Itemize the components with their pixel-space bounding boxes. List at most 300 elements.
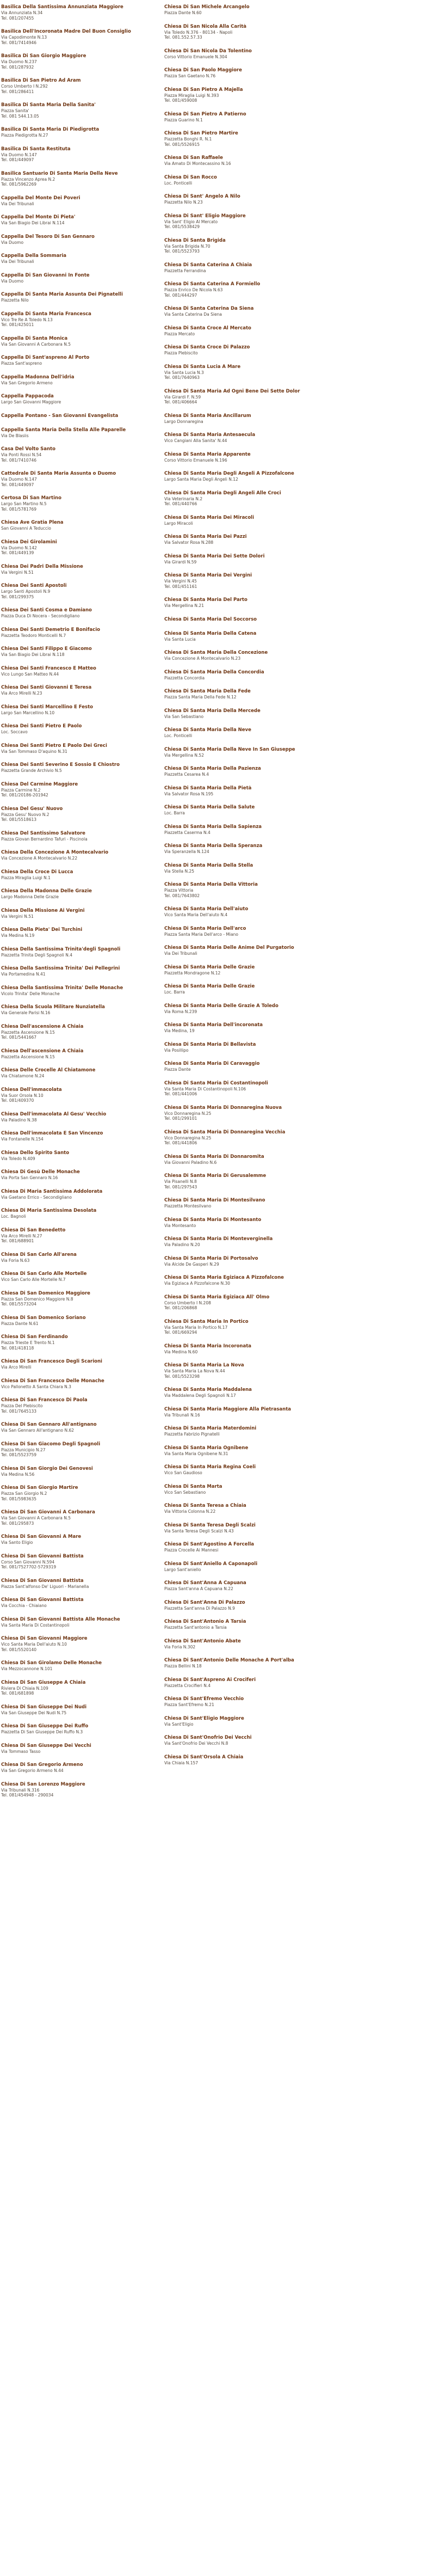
church-name[interactable]: Chiesa Di Santa Maria Di Gerusalemme xyxy=(164,1173,267,1179)
church-name[interactable]: Chiesa Di Sant'Antonio Delle Monache A Port'alba xyxy=(164,1658,294,1663)
church-detail: Tel. 081.552.57.33 xyxy=(164,35,202,40)
church-name[interactable]: Chiesa Di San Giovanni Battista Alle Monache xyxy=(1,1616,120,1622)
church-detail: Tel. 081/7527702-5729319 xyxy=(1,1565,57,1569)
church-entry xyxy=(164,650,327,661)
church-name[interactable]: Chiesa Di San Giuseppe A Chiaia xyxy=(1,1679,86,1685)
church-name[interactable]: Chiesa Ave Gratia Plena xyxy=(1,520,64,525)
church-name[interactable]: Casa Del Volto Santo xyxy=(1,446,55,452)
church-address: Via Salvator Rosa N.195 xyxy=(164,791,214,796)
church-name[interactable]: Chiesa Di San Carlo Alle Mortelle xyxy=(1,1271,87,1277)
church-entry xyxy=(1,1087,164,1103)
church-name[interactable]: Chiesa Della Santissima Trinita'degli Spagnoli xyxy=(1,946,121,952)
church-name[interactable]: Chiesa Dei Santi Pietro E Paolo Dei Greci xyxy=(1,743,107,749)
church-name[interactable]: Chiesa Di San Francesco Degli Scarioni xyxy=(1,1359,102,1364)
church-address: Largo Sant'aniello xyxy=(164,1567,201,1572)
church-name[interactable]: Chiesa Di Santa Maria Delle Grazie xyxy=(164,984,255,989)
church-name[interactable]: Chiesa Di San Pietro A Majella xyxy=(164,87,243,93)
church-name[interactable]: Cappella Santa Maria Della Stella Alle Paparelle xyxy=(1,427,126,433)
church-name[interactable]: Chiesa Di San Nicola Da Tolentino xyxy=(164,48,252,54)
church-address: Via Santa Maria Ognibene N.31 xyxy=(164,1451,228,1456)
church-entry xyxy=(1,355,164,366)
church-entry xyxy=(1,234,164,246)
church-address: Piazzetta Di San Giuseppe Dei Ruffo N.3 xyxy=(1,1729,83,1734)
church-entry xyxy=(164,534,327,545)
church-detail: Tel. 081/295873 xyxy=(1,1520,34,1526)
church-entry xyxy=(1,1762,164,1774)
church-name[interactable]: Cappella Di San Giovanni In Fonte xyxy=(1,272,90,278)
church-name[interactable]: Chiesa Dei Santi Cosma e Damiano xyxy=(1,608,92,613)
church-address: Piazza Sant'anna A Capuana N.22 xyxy=(164,1586,233,1591)
church-name[interactable]: Chiesa Di San Francesco Di Paola xyxy=(1,1397,88,1403)
church-name[interactable]: Chiesa Di Sant'Orsola A Chiaia xyxy=(164,1754,244,1760)
church-entry xyxy=(1,806,164,823)
church-name[interactable]: Chiesa Di Santa Maria Dei Sette Dolori xyxy=(164,553,265,559)
church-address: Piazza San Domenico Maggiore N.8 xyxy=(1,1296,73,1302)
church-name[interactable]: Cattedrale Di Santa Maria Assunta o Duomo xyxy=(1,471,116,476)
church-address: Piazzetta Caserma N.4 xyxy=(164,830,211,835)
church-address: Via Veterinaria N.2 xyxy=(164,496,203,501)
church-name[interactable]: Chiesa Di Santa Maria Incoronata xyxy=(164,1343,252,1349)
church-entry xyxy=(164,48,327,60)
church-entry xyxy=(164,863,327,874)
church-address: Piazzetta Grande Archivio N.5 xyxy=(1,768,62,773)
church-name[interactable]: Chiesa Di Santa Maria Di Costantinopoli xyxy=(164,1080,268,1086)
church-entry xyxy=(1,831,164,842)
church-detail: Tel. 081/299101 xyxy=(164,1116,197,1121)
church-detail: Tel. 081/449139 xyxy=(1,550,34,555)
church-name[interactable]: Chiesa Di San Ferdinando xyxy=(1,1334,68,1340)
church-name[interactable]: Chiesa Di San Francesco Delle Monache xyxy=(1,1378,104,1384)
church-detail: Tel. 081/449097 xyxy=(1,157,34,162)
church-name[interactable]: Chiesa Di Santa Maria Della Stella xyxy=(164,862,253,868)
church-entry xyxy=(164,1716,327,1727)
church-name[interactable]: Chiesa Di Santa Maria Materdomini xyxy=(164,1426,257,1431)
church-name[interactable]: Chiesa Di Maria Santissima Addolorata xyxy=(1,1188,103,1194)
church-name[interactable]: Chiesa Di Santa Maria In Portico xyxy=(164,1318,249,1324)
church-entry xyxy=(164,1130,327,1146)
church-detail: Tel. 081/418118 xyxy=(1,1345,34,1351)
church-address: Via Sant'Eligio xyxy=(164,1721,194,1727)
church-address: Via San Giovanni A Carbonara N.5 xyxy=(1,341,71,347)
church-address: Piazzetta Ferrandina xyxy=(164,268,206,273)
church-name[interactable]: Chiesa Di San Raffaele xyxy=(164,155,223,161)
church-address: Corso Vittorio Emanuele N.304 xyxy=(164,54,227,59)
church-detail: Tel. 081/7645133 xyxy=(1,1408,37,1414)
church-name[interactable]: Basilica Santuario Di Santa Maria Della Neve xyxy=(1,170,118,176)
church-name[interactable]: Chiesa Di Sant' Angelo A Nilo xyxy=(164,194,240,199)
church-entry xyxy=(1,1315,164,1327)
church-entry xyxy=(164,326,327,337)
church-name[interactable]: Chiesa Di Sant'Onofrio Dei Vecchi xyxy=(164,1735,252,1740)
church-detail: Tel. 081/206868 xyxy=(164,1305,197,1310)
church-name[interactable]: Chiesa Di Santa Maria Della Speranza xyxy=(164,843,263,849)
church-address: Via Roma N.239 xyxy=(164,1009,197,1014)
church-entry xyxy=(164,766,327,777)
church-name[interactable]: Cappella Pontano - San Giovanni Evangelista xyxy=(1,413,119,419)
church-name[interactable]: Chiesa Di San Pietro Martire xyxy=(164,131,238,136)
church-name[interactable]: Chiesa Di Santa Maria Delle Grazie A Toledo xyxy=(164,1003,279,1009)
church-name[interactable]: Chiesa Di Sant'Anna Di Palazzo xyxy=(164,1599,245,1605)
church-name[interactable]: Chiesa Di San Rocco xyxy=(164,174,217,180)
church-name[interactable]: Chiesa Di Santa Maria Della Pazienza xyxy=(164,766,261,771)
church-address: Via Salvator Rosa N.288 xyxy=(164,540,214,545)
church-name[interactable]: Cappella Madonna Dell'idria xyxy=(1,374,75,380)
church-address: Via Santo Eligio xyxy=(1,1540,33,1545)
church-name[interactable]: Chiesa Di Santa Maria Egiziaca All' Olmo xyxy=(164,1294,270,1300)
church-address: Piazza Miraglia Luigi N.393 xyxy=(164,93,219,98)
church-address: Via Mergellina N.21 xyxy=(164,603,204,608)
church-name[interactable]: Chiesa Di Santa Maria Dei Miracoli xyxy=(164,514,255,520)
church-entry xyxy=(1,1208,164,1219)
church-name[interactable]: Chiesa Di San Giuseppe Dei Vecchi xyxy=(1,1743,91,1749)
church-name[interactable]: Chiesa Di San Paolo Maggiore xyxy=(164,68,242,73)
church-address: Piazza Santa Maria Della Fede N.12 xyxy=(164,695,237,700)
church-detail: Tel. 081/7643802 xyxy=(164,893,200,898)
church-name[interactable]: Chiesa Di Santa Maria Degli Angeli A Pizzofalcone xyxy=(164,471,294,476)
church-name[interactable]: Basilica Di Santa Maria Della Sanita' xyxy=(1,102,96,108)
church-address: Via Maddalena Degli Spagnoli N.17 xyxy=(164,1393,236,1398)
church-name[interactable]: Chiesa Dei Santi Demetrio E Bonifacio xyxy=(1,627,100,633)
church-name[interactable]: Chiesa Di Santa Teresa Degli Scalzi xyxy=(164,1522,256,1528)
church-name[interactable]: Chiesa Di Sant'Anna A Capuana xyxy=(164,1580,246,1586)
church-address: Piazza Dante xyxy=(164,1067,191,1072)
church-name[interactable]: Chiesa Di Santa Maria Regina Coeli xyxy=(164,1464,256,1470)
church-name[interactable]: Chiesa Dell'immacolata xyxy=(1,1087,62,1093)
church-name[interactable]: Chiesa Di Santa Croce Di Palazzo xyxy=(164,345,250,350)
church-name[interactable]: Chiesa Dello Spirito Santo xyxy=(1,1150,70,1156)
church-address: Vico Lungo San Matteo N.44 xyxy=(1,671,59,677)
church-entry xyxy=(164,1061,327,1072)
church-entry xyxy=(1,564,164,575)
church-name[interactable]: Chiesa Di Santa Maria Di Monteverginella xyxy=(164,1236,273,1242)
church-name[interactable]: Chiesa Di Santa Lucia A Mare xyxy=(164,364,241,370)
church-name[interactable]: Chiesa Di San Giovanni Battista xyxy=(1,1553,84,1559)
church-address: Piazza Santa Maria Dell'arco - Miano xyxy=(164,931,238,937)
church-entry xyxy=(164,843,327,855)
church-name[interactable]: Basilica Di San Pietro Ad Aram xyxy=(1,78,81,83)
church-address: Via Medina N.60 xyxy=(164,1349,198,1354)
church-name[interactable]: Chiesa Di Sant'Aspreno Ai Crociferi xyxy=(164,1677,256,1683)
church-name[interactable]: Chiesa Di Santa Maria Delle Grazie xyxy=(164,964,255,970)
church-name[interactable]: Chiesa Di Santa Maria Della Vittoria xyxy=(164,882,258,887)
church-name[interactable]: Chiesa Di San Giuseppe Dei Nudi xyxy=(1,1704,87,1710)
church-name[interactable]: Chiesa Di San Benedetto xyxy=(1,1227,66,1233)
church-entry xyxy=(1,1228,164,1244)
church-entry xyxy=(1,608,164,619)
church-name[interactable]: Chiesa Dei Padri Della Missione xyxy=(1,563,83,569)
church-name[interactable]: Chiesa Dei Girolamini xyxy=(1,539,57,545)
church-address: Piazzetta Nilo xyxy=(1,298,29,303)
church-address: Via Montesanto xyxy=(164,1223,196,1228)
church-entry xyxy=(1,1724,164,1735)
church-entry xyxy=(1,1636,164,1652)
church-entry xyxy=(164,452,327,463)
church-name[interactable]: Chiesa Di Santa Maria Delle Anime Del Purgatorio xyxy=(164,945,294,950)
church-name[interactable]: Chiesa Di Sant'Efremo Vecchio xyxy=(164,1696,244,1702)
church-address: Via Mezzocannone N.101 xyxy=(1,1666,53,1671)
church-name[interactable]: Chiesa Dell'ascensione A Chiaia xyxy=(1,1048,84,1054)
church-address: Piazza Piedigrotta N.27 xyxy=(1,133,48,138)
church-entry xyxy=(1,273,164,284)
church-name[interactable]: Chiesa Dei Santi Pietro E Paolo xyxy=(1,723,82,729)
church-name[interactable]: Chiesa Di San Carlo All'arena xyxy=(1,1252,77,1258)
church-name[interactable]: Chiesa Di San Gregorio Armeno xyxy=(1,1762,83,1768)
church-name[interactable]: Chiesa Di Santa Maria Ad Ogni Bene Dei Sette Dolor xyxy=(164,388,300,394)
church-entry xyxy=(164,1542,327,1553)
church-name[interactable]: Chiesa Di San Girolamo Delle Monache xyxy=(1,1660,102,1666)
church-address: Piazza Dante N.61 xyxy=(1,1321,39,1326)
church-name[interactable]: Basilica Dell'Incoronata Madre Del Buon Consiglio xyxy=(1,29,131,34)
church-name[interactable]: Chiesa Di Sant'Antonio A Tarsia xyxy=(164,1619,246,1624)
church-entry xyxy=(1,762,164,774)
church-address: Via Dei Tribunali xyxy=(1,201,34,206)
church-name[interactable]: Chiesa Di Santa Maria Di Donnaregina Nuova xyxy=(164,1105,282,1111)
church-name[interactable]: Chiesa Di Santa Caterina A Chiaia xyxy=(164,262,252,268)
church-name[interactable]: Certosa Di San Martino xyxy=(1,495,61,501)
church-entry xyxy=(1,1704,164,1716)
church-name[interactable]: Chiesa Di Santa Maria Della Pietà xyxy=(164,785,252,791)
church-name[interactable]: Chiesa Della Scuola Militare Nunziatella xyxy=(1,1004,105,1010)
church-address: Piazzetta Montesilvano xyxy=(164,1204,212,1209)
church-name[interactable]: Cappella Pappacoda xyxy=(1,394,54,399)
church-name[interactable]: Chiesa Della Santissima Trinita' Dei Pellegrini xyxy=(1,966,120,971)
church-name[interactable]: Chiesa Di Sant'Eligio Maggiore xyxy=(164,1715,244,1721)
church-name[interactable]: Chiesa Di Santa Caterina A Formiello xyxy=(164,281,261,287)
church-name[interactable]: Basilica Di San Giorgio Maggiore xyxy=(1,53,86,59)
church-detail: Tel. 081/459008 xyxy=(164,98,197,103)
church-entry xyxy=(164,1696,327,1708)
church-entry xyxy=(1,627,164,639)
church-name[interactable]: Chiesa Di San Lorenzo Maggiore xyxy=(1,1781,85,1787)
church-address: Via Duomo N.147 xyxy=(1,477,37,482)
church-name[interactable]: Basilica Di Santa Maria Di Piedigrotta xyxy=(1,127,100,132)
left-column xyxy=(1,4,164,1806)
church-name[interactable]: Chiesa Dei Santi Giovanni E Teresa xyxy=(1,685,92,690)
church-name[interactable]: Chiesa Di Santa Croce Al Mercato xyxy=(164,325,251,331)
church-name[interactable]: Chiesa Di Santa Maria Della Mercede xyxy=(164,708,261,714)
church-name[interactable]: Cappella Del Monte Di Pieta' xyxy=(1,214,76,220)
church-name[interactable]: Chiesa Del Gesu' Nuovo xyxy=(1,806,63,812)
church-address: Via Santa Lucia xyxy=(164,636,196,642)
church-entry xyxy=(164,1344,327,1355)
church-name[interactable]: Chiesa Di Santa Maria Maddalena xyxy=(164,1387,252,1393)
church-name[interactable]: Chiesa Delle Crocelle Al Chiatamone xyxy=(1,1068,96,1073)
church-name[interactable]: Chiesa Di Santa Maria Dell'arco xyxy=(164,925,246,931)
church-entry xyxy=(1,394,164,405)
church-name[interactable]: Chiesa Di San Giorgio Dei Genovesi xyxy=(1,1465,93,1471)
church-entry xyxy=(1,583,164,599)
church-name[interactable]: Chiesa Di San Giorgio Martire xyxy=(1,1485,78,1491)
church-name[interactable]: Chiesa Di San Giovanni Battista xyxy=(1,1578,84,1584)
church-name[interactable]: Chiesa Di Santa Maria Maggiore Alla Pietrasanta xyxy=(164,1406,291,1412)
church-address: Largo Madonna Delle Grazie xyxy=(1,894,59,899)
church-name[interactable]: Chiesa Di San Michele Arcangelo xyxy=(164,4,250,10)
church-name[interactable]: Chiesa Di Gesù Delle Monache xyxy=(1,1169,80,1175)
church-entry xyxy=(1,1397,164,1414)
church-name[interactable]: Chiesa Di Santa Maria Di Montesanto xyxy=(164,1217,262,1223)
church-name[interactable]: Chiesa Di Santa Maria Del Parto xyxy=(164,597,247,603)
church-address: Largo Donnaregina xyxy=(164,419,203,424)
church-name[interactable]: Chiesa Di San Giovanni Battista xyxy=(1,1597,84,1603)
church-entry xyxy=(164,824,327,836)
church-address: Piazza Enrico De Nicola N.63 xyxy=(164,287,223,292)
church-name[interactable]: Cappella Del Monte Dei Poveri xyxy=(1,195,81,201)
church-name[interactable]: Chiesa Di Santa Maria Dell'aiuto xyxy=(164,906,249,912)
church-name[interactable]: Chiesa Di Santa Maria Della Salute xyxy=(164,805,255,810)
church-address: Piazzetta Trinita Degli Spagnoli N.4 xyxy=(1,952,73,958)
church-name[interactable]: Chiesa Di Santa Maria Della Concordia xyxy=(164,669,264,675)
church-address: Via Santa Lucia N.3 xyxy=(164,370,204,375)
church-entry xyxy=(1,1271,164,1283)
church-entry xyxy=(1,782,164,798)
church-name[interactable]: Chiesa Di Santa Maria Di Donnaregina Vecchia xyxy=(164,1129,286,1135)
church-entry xyxy=(1,888,164,900)
church-address: Piazza Dante N.60 xyxy=(164,10,202,15)
church-name[interactable]: Chiesa Dei Santi Severino E Sossio E Chiostro xyxy=(1,762,120,768)
church-entry xyxy=(164,1003,327,1015)
church-entry xyxy=(1,1150,164,1162)
church-address: Via Santa Maria La Nova N.44 xyxy=(164,1369,225,1373)
church-name[interactable]: Chiesa Di San Domenico Maggiore xyxy=(1,1290,90,1296)
church-detail: Tel. 081/669294 xyxy=(164,1330,197,1335)
church-name[interactable]: Cappella Di Santa Maria Assunta Dei Pignatelli xyxy=(1,292,123,297)
church-entry xyxy=(1,146,164,163)
church-address: Via San Tommaso D'aquino N.31 xyxy=(1,749,67,754)
church-name[interactable]: Chiesa Di San Pietro A Patierno xyxy=(164,111,246,117)
church-entry xyxy=(1,214,164,226)
church-entry xyxy=(164,689,327,700)
church-address: Piazzetta Cesarea N.4 xyxy=(164,772,209,777)
church-detail: Tel. 081/441806 xyxy=(164,1140,197,1145)
church-detail: Tel. 081/454948 - 290034 xyxy=(1,1793,54,1798)
church-name[interactable]: Chiesa Di Maria Santissima Desolata xyxy=(1,1208,97,1213)
church-entry xyxy=(1,1617,164,1628)
church-address: Via Portamedina N.41 xyxy=(1,972,46,977)
church-name[interactable]: Chiesa Di Santa Maria La Nova xyxy=(164,1363,244,1368)
church-name[interactable]: Basilica Di Santa Restituta xyxy=(1,146,71,152)
church-entry xyxy=(1,908,164,919)
church-address: Via Sant'Onofrio Dei Vecchi N.8 xyxy=(164,1741,228,1746)
church-name[interactable]: Chiesa Di Santa Maria Di Portosalvo xyxy=(164,1255,258,1261)
church-detail: Tel. 081/5523759 xyxy=(1,1452,37,1457)
church-name[interactable]: Chiesa Della Concezione A Montecalvario xyxy=(1,850,109,855)
church-detail: Tel. 081/681898 xyxy=(1,1691,34,1696)
church-name[interactable]: Chiesa Di Santa Maria Della Sapienza xyxy=(164,824,262,830)
church-name[interactable]: Chiesa Di Santa Maria Dei Vergini xyxy=(164,573,252,578)
church-name[interactable]: Chiesa Dell'ascensione A Chiaia xyxy=(1,1023,84,1029)
church-name[interactable]: Chiesa Di San Giovanni Maggiore xyxy=(1,1636,88,1641)
church-name[interactable]: Chiesa Di Santa Maria Antesaecula xyxy=(164,432,256,438)
church-name[interactable]: Cappella Di Santa Monica xyxy=(1,335,68,341)
church-address: Piazza Gesu' Nuovo N.2 xyxy=(1,812,49,817)
church-name[interactable]: Chiesa Di Santa Teresa a Chiaia xyxy=(164,1503,246,1508)
church-name[interactable]: Chiesa Di San Giovanni A Carbonara xyxy=(1,1510,95,1515)
church-name[interactable]: Chiesa Dell'immacolata Al Gesu' Vecchio xyxy=(1,1111,107,1117)
church-name[interactable]: Cappella Di Sant'aspreno Al Porto xyxy=(1,355,90,360)
church-name[interactable]: Chiesa Di Sant'Agostino A Forcella xyxy=(164,1542,255,1547)
church-entry xyxy=(164,926,327,937)
church-name[interactable]: Chiesa Di Santa Maria Del Soccorso xyxy=(164,616,257,622)
church-name[interactable]: Chiesa Di Sant' Eligio Maggiore xyxy=(164,213,246,219)
church-name[interactable]: Chiesa Del Carmine Maggiore xyxy=(1,781,78,787)
church-name[interactable]: Chiesa Di Santa Brigida xyxy=(164,237,226,243)
church-name[interactable]: Chiesa Di San Domenico Soriano xyxy=(1,1315,86,1321)
church-name[interactable]: Chiesa Di Santa Maria Della Concezione xyxy=(164,650,268,655)
church-name[interactable]: Chiesa Di Santa Maria Di Donnaromita xyxy=(164,1154,264,1160)
church-name[interactable]: Chiesa Di San Giovanni A Mare xyxy=(1,1534,82,1540)
church-name[interactable]: Chiesa Di Sant'Antonio Abate xyxy=(164,1638,241,1644)
church-name[interactable]: Chiesa Di Santa Maria Della Neve In San Giuseppe xyxy=(164,746,295,752)
church-entry xyxy=(1,1743,164,1755)
church-name[interactable]: Chiesa Della Missione Ai Vergini xyxy=(1,907,85,913)
church-entry xyxy=(1,1534,164,1545)
church-name[interactable]: Chiesa Di Santa Maria Apparente xyxy=(164,451,251,457)
church-entry xyxy=(1,985,164,997)
church-name[interactable]: Cappella Di Santa Maria Francesca xyxy=(1,311,91,317)
church-address: Via Amato Di Montecassino N.16 xyxy=(164,161,231,166)
church-name[interactable]: Chiesa Di Santa Maria Ancillarum xyxy=(164,413,251,419)
church-name[interactable]: Chiesa Di Santa Caterina Da Siena xyxy=(164,306,254,311)
church-address: Via Foria N.302 xyxy=(164,1644,196,1649)
church-name[interactable]: Cappella Della Sommaria xyxy=(1,253,67,259)
church-detail: Tel. 081/5523793 xyxy=(164,249,200,254)
church-address: Via Pisanelli N.8 xyxy=(164,1179,197,1184)
church-name[interactable]: Chiesa Di San Giacomo Degli Spagnoli xyxy=(1,1441,101,1447)
church-address: Corso Umberto I N.292 xyxy=(1,84,48,89)
church-name[interactable]: Chiesa Di Santa Maria Degli Angeli Alle Croci xyxy=(164,490,281,496)
church-address: Via Medina N.56 xyxy=(1,1471,35,1477)
church-address: Via Chiaia N.157 xyxy=(164,1760,199,1765)
church-entry xyxy=(1,292,164,303)
church-name[interactable]: Chiesa Della Santissima Trinita' Delle Monache xyxy=(1,985,123,991)
church-name[interactable]: Chiesa Di Sant'Aniello A Caponapoli xyxy=(164,1561,258,1567)
church-name[interactable]: Chiesa Di Santa Maria Di Montesilvano xyxy=(164,1198,265,1203)
church-name[interactable]: Basilica Della Santissima Annunziata Maggiore xyxy=(1,4,123,10)
church-entry xyxy=(164,1295,327,1311)
church-name[interactable]: Chiesa Di Santa Maria Dell'incoronata xyxy=(164,1022,263,1028)
church-address: Via Santa Maria Di Costantinopoli xyxy=(1,1622,70,1628)
church-name[interactable]: Chiesa Dei Santi Marcellino E Festo xyxy=(1,704,93,710)
church-name[interactable]: Chiesa Di Santa Maria Dei Pazzi xyxy=(164,534,247,539)
church-name[interactable]: Chiesa Di Santa Maria Ognibene xyxy=(164,1445,249,1451)
church-name[interactable]: Chiesa Di Santa Maria Di Bellavista xyxy=(164,1041,256,1047)
church-name[interactable]: Chiesa Dei Santi Filippo E Giacomo xyxy=(1,646,92,652)
church-name[interactable]: Cappella Del Tesoro Di San Gennaro xyxy=(1,234,95,240)
church-name[interactable]: Chiesa Di San Giuseppe Dei Ruffo xyxy=(1,1724,89,1729)
church-name[interactable]: Chiesa Di Santa Maria Della Neve xyxy=(164,727,251,733)
church-name[interactable]: Chiesa Di Santa Marta xyxy=(164,1483,222,1489)
church-address: Piazza Municipio N.27 xyxy=(1,1447,46,1452)
church-name[interactable]: Chiesa Di Santa Maria Di Caravaggio xyxy=(164,1061,260,1066)
church-address: Via San Gregorio Armeno N.44 xyxy=(1,1768,64,1773)
church-name[interactable]: Chiesa Dei Santi Francesco E Matteo xyxy=(1,665,96,671)
church-name[interactable]: Chiesa Di Santa Maria Egiziaca A Pizzofalcone xyxy=(164,1275,284,1280)
church-name[interactable]: Chiesa Della Pieta' Dei Turchini xyxy=(1,927,83,933)
church-name[interactable]: Chiesa Di San Nicola Alla Carità xyxy=(164,23,247,29)
church-name[interactable]: Chiesa Di Santa Maria Della Fede xyxy=(164,689,251,694)
church-address: Via Santa Teresa Degli Scalzi N.43 xyxy=(164,1528,234,1534)
church-name[interactable]: Chiesa Di San Gennaro All'antignano xyxy=(1,1422,97,1427)
church-name[interactable]: Chiesa Di Santa Maria Della Catena xyxy=(164,630,257,636)
church-address: Piazza Miraglia Luigi N.1 xyxy=(1,875,51,880)
church-name[interactable]: Chiesa Dei Santi Apostoli xyxy=(1,583,67,588)
church-name[interactable]: Chiesa Del Santissimo Salvatore xyxy=(1,830,85,836)
church-address: Piazza Trieste E Trento N.1 xyxy=(1,1340,55,1345)
church-name[interactable]: Chiesa Della Madonna Delle Grazie xyxy=(1,888,92,894)
church-name[interactable]: Chiesa Dell'immacolata E San Vincenzo xyxy=(1,1131,103,1136)
church-detail: Tel. 081/425011 xyxy=(1,322,34,327)
church-name[interactable]: Chiesa Della Croce Di Lucca xyxy=(1,869,73,875)
